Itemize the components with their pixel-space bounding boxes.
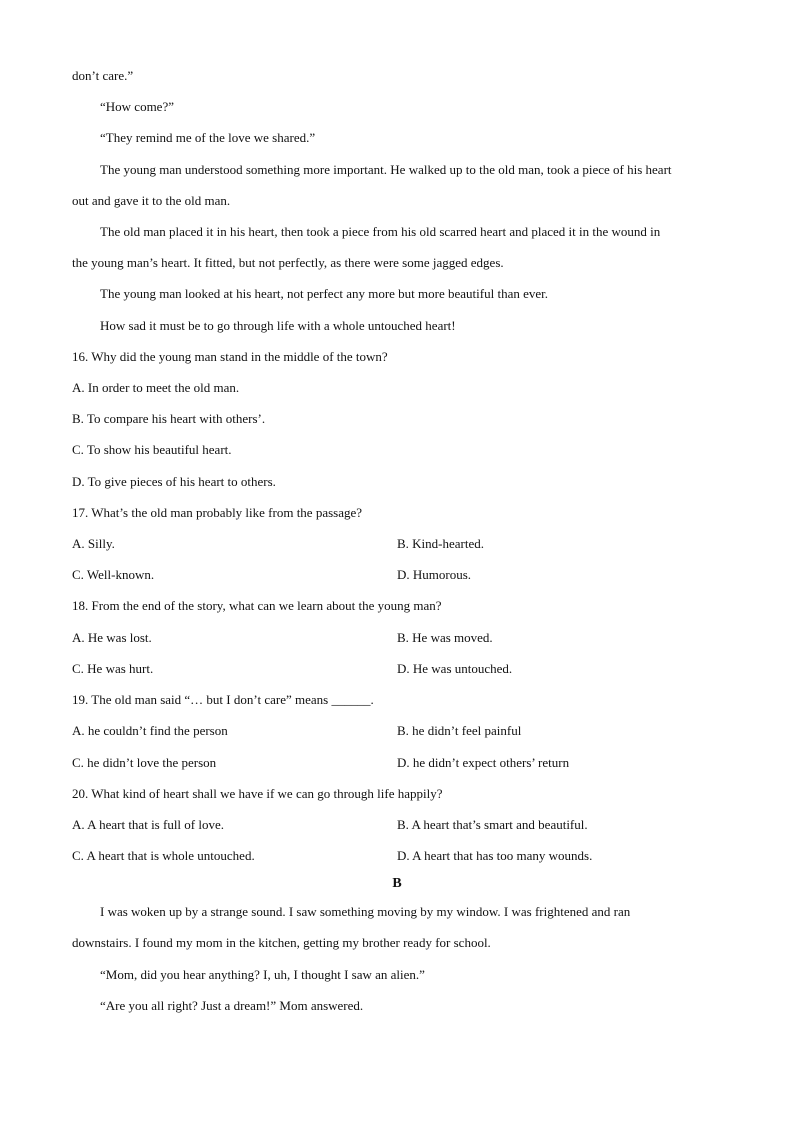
passage-line: “They remind me of the love we shared.”	[100, 130, 316, 145]
answer-option: B. To compare his heart with others’.	[72, 411, 266, 426]
passage-line: “Mom, did you hear anything? I, uh, I thought I saw an alien.”	[100, 967, 425, 982]
passage-line: “Are you all right? Just a dream!” Mom answered.	[100, 998, 364, 1013]
answer-option: C. Well-known.	[72, 567, 155, 582]
answer-option: A. he couldn’t find the person	[72, 723, 228, 738]
question-stem: 20. What kind of heart shall we have if we can go through life happily?	[72, 786, 443, 801]
answer-option: D. Humorous.	[397, 567, 472, 582]
answer-option: C. he didn’t love the person	[72, 755, 217, 770]
passage-line: out and gave it to the old man.	[72, 193, 231, 208]
passage-line: “How come?”	[100, 99, 174, 114]
answer-option: B. He was moved.	[397, 630, 493, 645]
answer-option: A. A heart that is full of love.	[72, 817, 225, 832]
passage-line: How sad it must be to go through life with a whole untouched heart!	[100, 318, 456, 333]
passage-line: downstairs. I found my mom in the kitchen, getting my brother ready for school.	[72, 935, 491, 950]
answer-option: D. He was untouched.	[397, 661, 513, 676]
passage-line: the young man’s heart. It fitted, but not perfectly, as there were some jagged edges.	[72, 255, 504, 270]
answer-option: A. Silly.	[72, 536, 115, 551]
question-stem: 18. From the end of the story, what can we learn about the young man?	[72, 598, 442, 613]
question-stem: 19. The old man said “… but I don’t care” means ______.	[72, 692, 374, 707]
answer-option: D. A heart that has too many wounds.	[397, 848, 593, 863]
question-stem: 17. What’s the old man probably like from the passage?	[72, 505, 363, 520]
answer-option: B. he didn’t feel painful	[397, 723, 522, 738]
passage-line: The young man looked at his heart, not perfect any more but more beautiful than ever.	[100, 286, 548, 301]
answer-option: B. A heart that’s smart and beautiful.	[397, 817, 588, 832]
answer-option: B. Kind-hearted.	[397, 536, 485, 551]
answer-option: D. he didn’t expect others’ return	[397, 755, 570, 770]
answer-option: A. In order to meet the old man.	[72, 380, 240, 395]
passage-line: The old man placed it in his heart, then took a piece from his old scarred heart and placed it in the wound in	[100, 224, 661, 239]
answer-option: C. He was hurt.	[72, 661, 154, 676]
answer-option: D. To give pieces of his heart to others.	[72, 474, 276, 489]
answer-option: C. To show his beautiful heart.	[72, 442, 232, 457]
answer-option: C. A heart that is whole untouched.	[72, 848, 255, 863]
passage-line: The young man understood something more important. He walked up to the old man, took a piece of his heart	[100, 162, 672, 177]
answer-option: A. He was lost.	[72, 630, 152, 645]
passage-line: don’t care.”	[72, 68, 134, 83]
section-heading: B	[392, 876, 402, 891]
passage-line: I was woken up by a strange sound. I saw something moving by my window. I was frightened and ran	[100, 904, 631, 919]
question-stem: 16. Why did the young man stand in the middle of the town?	[72, 349, 388, 364]
